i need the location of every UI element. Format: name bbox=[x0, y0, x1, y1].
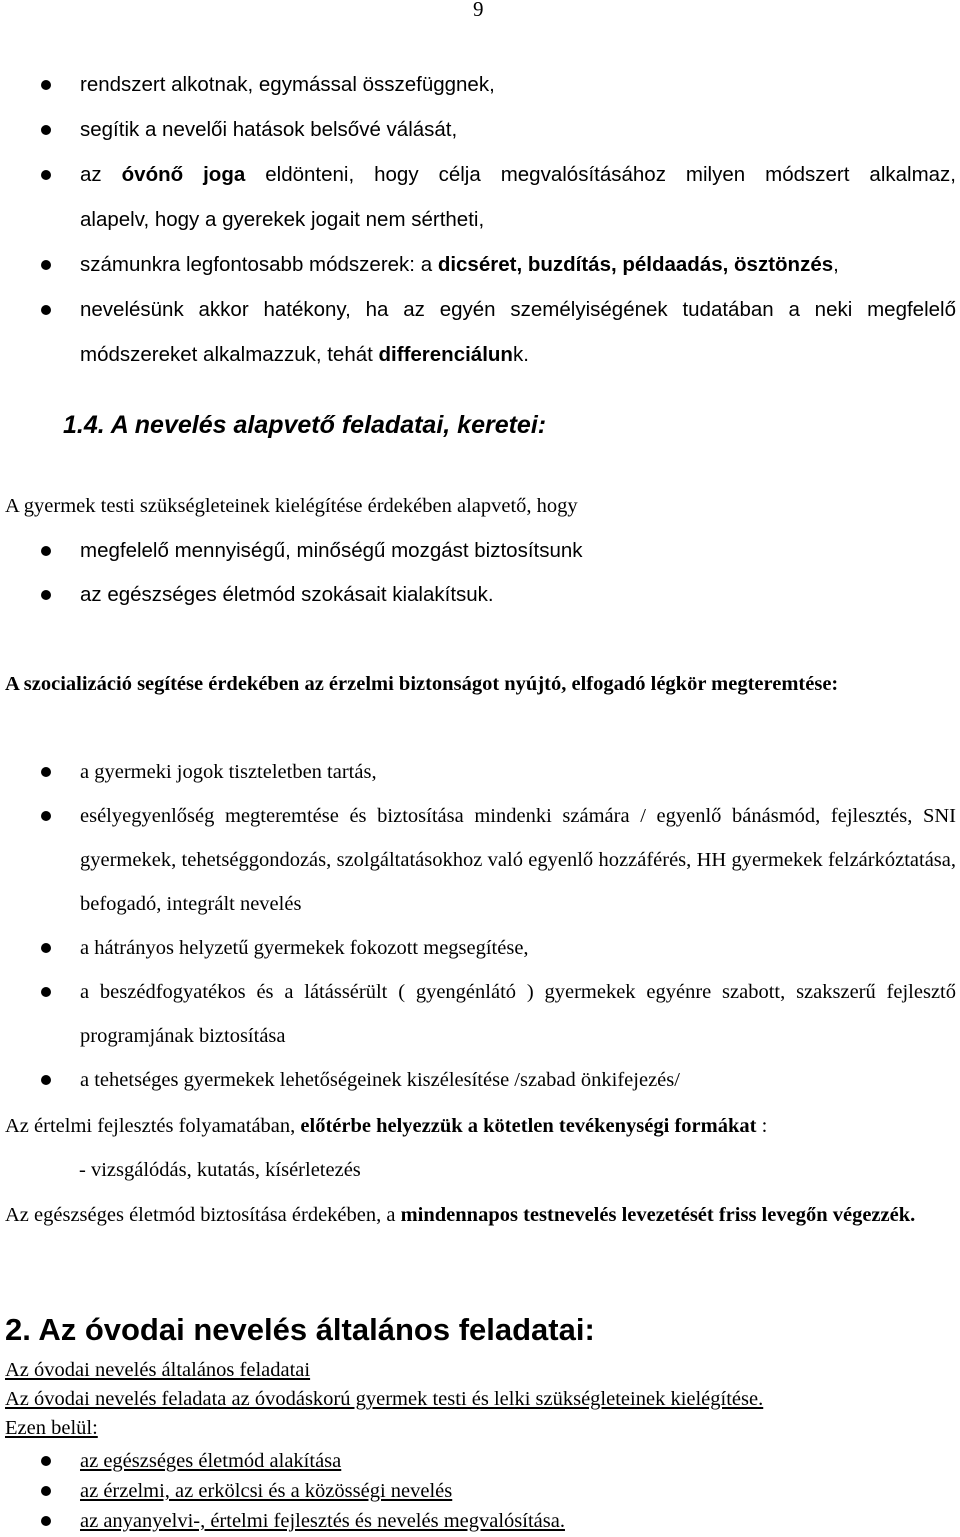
list-item-text: megfelelő mennyiségű, minőségű mozgást biztosítsunk bbox=[80, 539, 583, 562]
list-item-text: az egészséges életmód szokásait kialakítsuk. bbox=[80, 583, 494, 606]
list-item-text: esélyegyenlőség megteremtése és biztosítása mindenki számára / egyenlő bánásmód, fejlesztés, SNI gyermekek, tehetséggondozás, szolgáltatásokhoz való egyenlő hozzáférés, HH gyermekek felzárkóztatása, befogadó, integrált nevelés bbox=[80, 805, 956, 915]
list-item-text: az egészséges életmód alakítása bbox=[80, 1450, 342, 1472]
general-tasks-list bbox=[0, 1446, 960, 1536]
list-item-text: segítik a nevelői hatások belsővé válását, bbox=[80, 118, 458, 141]
list-item: nevelésünk akkor hatékony, ha az egyén személyiségének tudatában a neki megfelelő módszereket alkalmazzuk, tehát differenciálunk. bbox=[0, 287, 960, 377]
underlined-line: Ezen belül: bbox=[5, 1417, 98, 1439]
bullet-icon bbox=[41, 1075, 51, 1085]
list-item-text: a tehetséges gyermekek lehetőségeinek kiszélesítése /szabad önkifejezés/ bbox=[80, 1069, 680, 1091]
underlined-line: Az óvodai nevelés általános feladatai bbox=[5, 1359, 311, 1381]
paragraph-socialization: A szocializáció segítése érdekében az érzelmi biztonságot nyújtó, elfogadó légkör megteremtése: bbox=[5, 673, 839, 695]
list-item bbox=[0, 573, 960, 617]
list-item-text: a gyermeki jogok tiszteletben tartás, bbox=[80, 761, 377, 783]
bullet-icon bbox=[41, 260, 51, 270]
list-item-text: alapelv, hogy a gyerekek jogait nem sértheti, bbox=[80, 208, 485, 231]
socialization-list bbox=[0, 750, 960, 1102]
bullet-icon bbox=[41, 546, 51, 556]
list-item-text: rendszert alkotnak, egymással összefüggnek, bbox=[80, 73, 495, 96]
list-item-text: az érzelmi, az erkölcsi és a közösségi nevelés bbox=[80, 1480, 453, 1502]
bullet-icon bbox=[41, 305, 51, 315]
bullet-icon bbox=[41, 943, 51, 953]
bullet-icon bbox=[41, 590, 51, 600]
page-number: 9 bbox=[473, 0, 484, 21]
bullet-icon bbox=[41, 80, 51, 90]
list-item bbox=[0, 794, 960, 926]
paragraph-physical-needs: A gyermek testi szükségleteinek kielégítése érdekében alapvető, hogy bbox=[5, 495, 578, 517]
bullet-icon bbox=[41, 987, 51, 997]
list-item: az óvónő joga eldönteni, hogy célja megvalósításához milyen módszert alkalmaz, bbox=[0, 152, 960, 197]
list-item bbox=[0, 970, 960, 1058]
bold-text: differenciálun bbox=[378, 343, 513, 366]
bullet-icon bbox=[41, 767, 51, 777]
list-item: számunkra legfontosabb módszerek: a dicséret, buzdítás, példaadás, ösztönzés, bbox=[0, 242, 960, 287]
bullet-icon bbox=[41, 125, 51, 135]
section-heading-1-4: 1.4. A nevelés alapvető feladatai, keretei: bbox=[63, 411, 547, 439]
bold-text: mindennapos testnevelés levezetését friss levegőn végezzék. bbox=[400, 1204, 916, 1226]
list-item-text: a hátrányos helyzetű gyermekek fokozott megsegítése, bbox=[80, 937, 529, 959]
bold-text: dicséret, buzdítás, példaadás, ösztönzés bbox=[437, 253, 834, 276]
bullet-icon bbox=[41, 1516, 51, 1526]
bullet-icon bbox=[41, 1486, 51, 1496]
list-item bbox=[0, 107, 960, 152]
list-item bbox=[0, 750, 960, 794]
paragraph-activities: - vizsgálódás, kutatás, kísérletezés bbox=[79, 1159, 361, 1181]
paragraph-healthy-lifestyle: Az egészséges életmód biztosítása érdekében, a mindennapos testnevelés levezetését friss levegőn végezzék. bbox=[5, 1204, 916, 1226]
underlined-line: Az óvodai nevelés feladata az óvodáskorú gyermek testi és lelki szükségleteinek kielégítése. bbox=[5, 1388, 764, 1410]
bold-text: előtérbe helyezzük a kötetlen tevékenységi formákat bbox=[300, 1115, 757, 1137]
bullet-icon bbox=[41, 1456, 51, 1466]
bullet-icon bbox=[41, 811, 51, 821]
list-item bbox=[0, 529, 960, 573]
list-item bbox=[0, 1476, 960, 1506]
list-item-text: az anyanyelvi-, értelmi fejlesztés és nevelés megvalósítása. bbox=[80, 1510, 565, 1532]
list-item bbox=[0, 1446, 960, 1476]
paragraph-cognitive: Az értelmi fejlesztés folyamatában, előtérbe helyezzük a kötetlen tevékenységi formákat : bbox=[5, 1115, 768, 1137]
list-item bbox=[0, 1058, 960, 1102]
list-item bbox=[0, 197, 960, 242]
section-heading-2: 2. Az óvodai nevelés általános feladatai: bbox=[5, 1312, 595, 1347]
bold-text: óvónő joga bbox=[121, 163, 246, 186]
list-item bbox=[0, 62, 960, 107]
list-item bbox=[0, 926, 960, 970]
physical-needs-list bbox=[0, 529, 960, 617]
list-item-text: a beszédfogyatékos és a látássérült ( gyengénlátó ) gyermekek egyénre szabott, szakszerű fejlesztő programjának biztosítása bbox=[80, 981, 956, 1047]
methods-list bbox=[0, 62, 960, 377]
list-item bbox=[0, 1506, 960, 1536]
bullet-icon bbox=[41, 170, 51, 180]
underlined-block bbox=[0, 1356, 960, 1443]
